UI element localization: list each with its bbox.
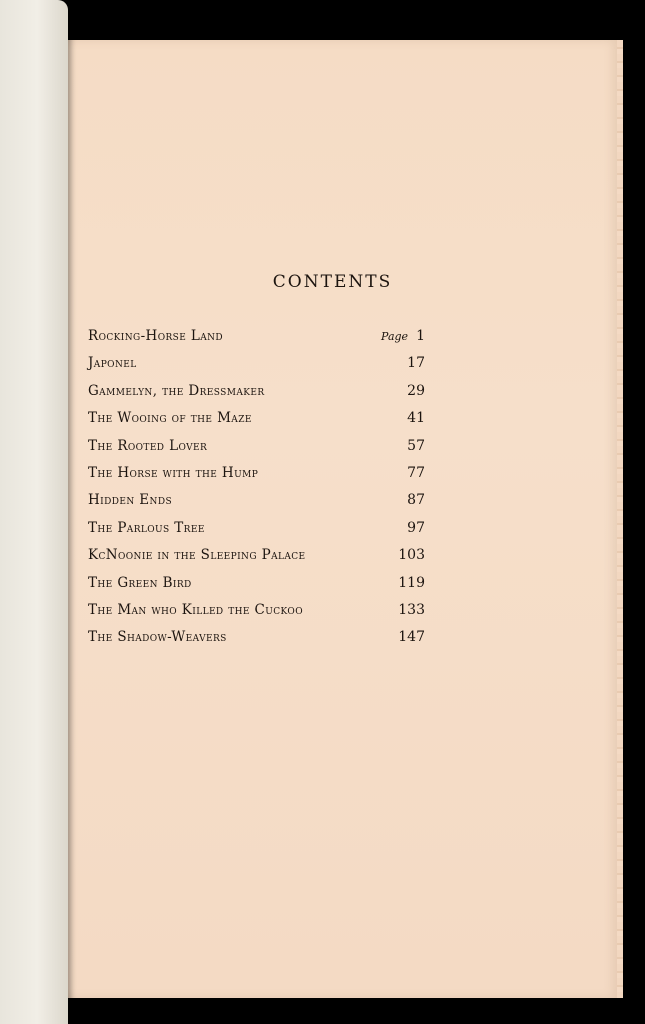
toc-entry [88, 328, 425, 355]
page-label: Page [381, 330, 409, 343]
toc-entry [88, 355, 425, 382]
toc-entry-title: The Green Bird [88, 574, 192, 591]
toc-entry-title: Rocking-Horse Land [88, 328, 224, 344]
toc-entry-title: The Rooted Lover [88, 437, 208, 454]
toc-entry-title: The Parlous Tree [88, 519, 205, 536]
toc-entry [88, 602, 425, 629]
toc-entry-page: 133 [398, 601, 425, 618]
toc-entry-page: 29 [407, 382, 425, 399]
toc-entry-page: 147 [398, 629, 425, 646]
toc-entry-title: Hidden Ends [88, 492, 173, 509]
toc-entry-page: 97 [407, 519, 425, 536]
toc-entry [88, 410, 425, 437]
toc-entry-page: 57 [407, 437, 425, 454]
toc-entry [88, 520, 425, 547]
toc-page-number: 1 [416, 328, 425, 344]
toc-entry [88, 438, 425, 465]
toc-entry [88, 629, 425, 656]
toc-entry-title: KcNoonie in the Sleeping Palace [88, 547, 306, 564]
toc-entry [88, 383, 425, 410]
toc-entry-title: The Man who Killed the Cuckoo [88, 601, 303, 618]
toc-entry-title: Gammelyn, the Dressmaker [88, 382, 265, 399]
toc-entry [88, 465, 425, 492]
facing-page-edge [0, 0, 68, 1024]
toc-entry-title: The Horse with the Hump [88, 464, 259, 481]
toc-entry-page [381, 328, 425, 344]
toc-entry-page: 103 [398, 547, 425, 564]
toc-entry-page: 17 [407, 355, 425, 372]
toc-entry-page: 77 [407, 464, 425, 481]
toc-entry-page: 41 [407, 410, 425, 427]
table-of-contents [88, 328, 425, 657]
toc-entry-title: Japonel [88, 355, 137, 372]
toc-entry [88, 492, 425, 519]
toc-entry-page: 87 [407, 492, 425, 509]
toc-entry [88, 547, 425, 574]
deckled-edge [617, 40, 623, 998]
toc-entry [88, 575, 425, 602]
toc-entry-title: The Shadow-Weavers [88, 629, 227, 646]
toc-entry-title: The Wooing of the Maze [88, 410, 252, 427]
toc-entry-page: 119 [398, 574, 425, 591]
contents-heading: CONTENTS [272, 272, 393, 292]
